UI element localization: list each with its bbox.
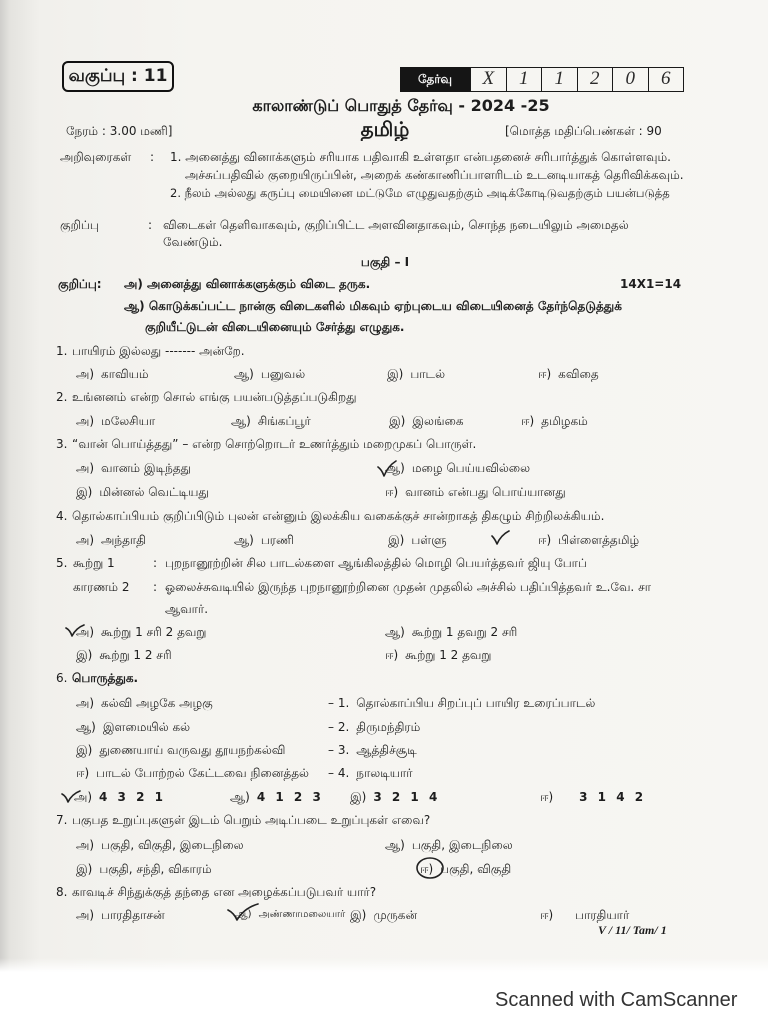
option-text: 3 2 1 4 [373, 790, 441, 804]
option-key: ஈ) [385, 648, 399, 662]
option [420, 860, 685, 878]
option-key: ஆ) [385, 838, 405, 852]
option [76, 646, 376, 664]
option-text: பள்ளு [411, 533, 447, 547]
total-marks: [மொத்த மதிப்பெண்கள் : 90 [505, 124, 662, 138]
register-digit: 6 [661, 68, 671, 89]
statement-separator: : [153, 556, 158, 570]
option-key: ஈ) [540, 908, 554, 922]
option-key: ஈ) [521, 414, 535, 428]
instruction-line: 1. அனைத்து வினாக்களும் சரியாக பதிவாகி உள்ளதா என்பதனைச் சரிபார்த்துக் கொள்ளவும். [170, 150, 671, 164]
part-note-label: குறிப்பு: [58, 277, 102, 291]
match-right-item [328, 741, 688, 759]
match-left-item [76, 718, 326, 736]
question-number: 6. [56, 671, 68, 685]
class-label-box [62, 61, 174, 92]
option [540, 788, 690, 806]
reason-text-continuation: ஆவார். [165, 602, 209, 616]
option [234, 531, 384, 549]
option-key: ஆ) [234, 533, 254, 547]
option-key: ஆ) [235, 909, 252, 920]
match-text: பாடல் போற்றல் கேட்டவை நினைத்தல் [96, 766, 309, 780]
match-left-item [76, 741, 326, 759]
question-number: 8. [56, 885, 68, 899]
exam-label: தேர்வு [400, 67, 470, 92]
exam-time: நேரம் : 3.00 மணி] [66, 124, 173, 138]
option-text: தமிழகம் [541, 414, 588, 428]
question-text: உங்னனம் என்ற சொல் எங்கு பயன்படுத்தப்படுகிறது [72, 390, 357, 404]
option-text: காவியம் [101, 367, 149, 381]
note-label: குறிப்பு [60, 218, 99, 232]
option [76, 459, 376, 477]
option-key: அ) [76, 533, 95, 547]
part-note-line: அ) அனைத்து வினாக்களுக்கும் விடை தருக. [124, 277, 371, 291]
register-digit: X [471, 68, 507, 91]
option [385, 483, 685, 501]
option-text: பாடல் [410, 367, 446, 381]
option-text: பகுதி, விகுதி [440, 862, 512, 876]
option-text: மழை பெய்யவில்லை [411, 461, 531, 475]
page-code: V / 11/ Tam/ 1 [598, 923, 667, 937]
question-text: காவடிச் சிந்துக்குத் தந்தை என அழைக்கப்படுபவர் யார்? [72, 885, 377, 899]
option-text: பகுதி, விகுதி, இடைநிலை [101, 838, 244, 852]
match-text: திருமந்திரம் [356, 720, 421, 734]
option-text: பகுதி, சந்தி, விகாரம் [99, 862, 212, 876]
match-left-item [76, 694, 326, 712]
option-key: ஆ) [385, 461, 405, 475]
question-number: 3. [56, 437, 68, 451]
part-note-line: ஆ) கொடுக்கப்பட்ட நான்கு விடைகளில் மிகவும் ஏற்புடைய விடையினைத் தேர்ந்தெடுத்துக் [124, 299, 622, 313]
option [230, 788, 345, 806]
match-text: தொல்காப்பிய சிறப்புப் பாயிர உரைப்பாடல் [356, 696, 596, 710]
option [76, 623, 376, 641]
note-separator: : [148, 218, 153, 232]
statement-label: கூற்று 1 [73, 556, 115, 570]
option [388, 531, 533, 549]
option [76, 836, 376, 854]
match-right-item [328, 718, 688, 736]
option-key: ஆ) [234, 367, 254, 381]
register-digit: 1 [507, 68, 543, 91]
match-text: கல்வி அழகே அழகு [101, 696, 213, 710]
question-number: 2. [56, 390, 68, 404]
reason-text: ஓலைச்சுவடியில் இருந்த புறநானூற்றினை முதன் முதலில் அச்சில் பதிப்பித்தவர் உ.வே. சா [165, 580, 651, 594]
option [521, 412, 686, 430]
question-number: 4. [56, 509, 68, 523]
option [350, 906, 530, 924]
option-text: கூற்று 1 தவறு 2 சரி [411, 625, 518, 639]
register-number-boxes [470, 67, 684, 92]
option [231, 412, 383, 430]
instruction-line: 2. நீலம் அல்லது கருப்பு மையினை மட்டுமே எழுதுவதற்கும் அடிக்கோடிடுவதற்கும் பயன்படுத்த [170, 186, 670, 200]
option-key: அ) [76, 414, 95, 428]
option [538, 531, 688, 549]
question-number: 5. [56, 556, 68, 570]
option [350, 788, 530, 806]
option-text: 4 3 2 1 [99, 790, 166, 804]
option-key: ஈ) [538, 367, 552, 381]
match-key: அ) [76, 696, 95, 710]
reason-separator: : [153, 580, 158, 594]
option-key: ஆ) [231, 414, 251, 428]
option-key: இ) [388, 533, 405, 547]
option-text: மலேசியா [101, 414, 156, 428]
option-text: அந்தாதி [101, 533, 146, 547]
option-text: பாரதியார் [575, 908, 630, 922]
option-key: ஆ) [385, 625, 405, 639]
option-text: கூற்று 1 2 சரி [99, 648, 172, 662]
option-key: ஈ) [420, 862, 434, 876]
question-text: “வான் பொய்த்தது” – என்ற சொற்றொடர் உணர்த்தும் மறைமுகப் பொருள். [72, 437, 477, 451]
match-text: இளமையில் கல் [102, 720, 191, 734]
option [235, 906, 347, 924]
question-number: 1. [56, 344, 68, 358]
note-line: வேண்டும். [163, 235, 223, 249]
class-label: வகுப்பு : 11 [68, 66, 168, 86]
option-text: 4 1 2 3 [256, 790, 324, 804]
register-digit: 1 [542, 68, 578, 91]
option-text: பிள்ளைத்தமிழ் [558, 533, 640, 547]
match-left-item [76, 764, 326, 782]
option-key: அ) [74, 790, 93, 804]
option-text: பாரதிதாசன் [101, 908, 165, 922]
option-text: கூற்று 1 சரி 2 தவறு [101, 625, 207, 639]
option [76, 906, 226, 924]
match-number: – 2. [328, 720, 350, 734]
option-key: அ) [76, 838, 95, 852]
match-key: ஈ) [76, 766, 90, 780]
match-right-item [328, 694, 688, 712]
part-marks: 14X1=14 [620, 277, 682, 291]
match-right-item [328, 764, 688, 782]
option-text: மின்னல் வெட்டியது [99, 485, 209, 499]
instructions-label: அறிவுரைகள் [60, 150, 132, 164]
option-text: பகுதி, இடைநிலை [411, 838, 513, 852]
note-line: விடைகள் தெளிவாகவும், குறிப்பிட்ட அளவினதாகவும், சொந்த நடையிலும் அமைதல் [163, 218, 629, 232]
option-text: இலங்கை [412, 414, 464, 428]
option [385, 836, 685, 854]
match-number: – 3. [328, 743, 350, 757]
option-key: இ) [76, 862, 93, 876]
option-key: அ) [76, 461, 95, 475]
option-key: இ) [76, 485, 93, 499]
option-key: ஈ) [385, 485, 399, 499]
option [76, 483, 376, 501]
question-text: பாயிரம் இல்லது ------- அன்றே. [72, 344, 245, 358]
register-digit: 0 [613, 68, 649, 91]
match-text: ஆத்திச்சூடி [356, 743, 417, 757]
option [385, 459, 685, 477]
option [387, 365, 532, 383]
option-text: அண்ணாமலையார் [258, 909, 346, 920]
match-text: நாலடியார் [356, 766, 413, 780]
option [76, 531, 226, 549]
question-text: தொல்காப்பியம் குறிப்பிடும் புலன் என்னும் இலக்கிய வகைக்குச் சான்றாகத் திகழும் சிற்றிலக்கியம். [72, 509, 605, 523]
option-text: சிங்கப்பூர் [257, 414, 311, 428]
option [74, 788, 224, 806]
reason-label: காரணம் 2 [73, 580, 130, 594]
match-key: ஆ) [76, 720, 96, 734]
option [538, 365, 688, 383]
option [234, 365, 382, 383]
option [76, 860, 376, 878]
option-key: இ) [350, 908, 367, 922]
match-number: – 4. [328, 766, 350, 780]
option-key: ஈ) [538, 533, 552, 547]
option-key: அ) [76, 625, 95, 639]
match-text: துணையாய் வருவது தூயநற்கல்வி [99, 743, 286, 757]
statement-text: புறநானூற்றின் சில பாடல்களை ஆங்கிலத்தில் மொழி பெயர்த்தவர் ஜியு போப் [165, 556, 587, 570]
option-text: வானம் என்பது பொய்யானது [405, 485, 566, 499]
part-note-line: குறியீட்டுடன் விடையினையும் சேர்த்து எழுதுக. [145, 320, 405, 334]
option [389, 412, 517, 430]
option-key: இ) [350, 790, 367, 804]
option-key: ஆ) [230, 790, 250, 804]
register-digit: 2 [578, 68, 614, 91]
question-text: பொருத்துக. [72, 671, 139, 685]
question-text: பகுபத உறுப்புகளுள் இடம் பெறும் அடிப்படை உறுப்புகள் எவை? [72, 813, 431, 827]
match-number: – 1. [328, 696, 350, 710]
option-text: முருகன் [373, 908, 418, 922]
option [76, 365, 226, 383]
option-text: கூற்று 1 2 தவறு [405, 648, 492, 662]
part-title: பகுதி – I [360, 255, 410, 269]
option-text: வானம் இடிந்தது [101, 461, 192, 475]
option-key: இ) [387, 367, 404, 381]
instructions-separator: : [150, 150, 155, 164]
option-text: கவிதை [558, 367, 599, 381]
option-text: பரணி [260, 533, 294, 547]
option [76, 412, 226, 430]
exam-title: காலாண்டுப் பொதுத் தேர்வு - 2024 -25 [252, 96, 550, 115]
camscanner-watermark: Scanned with CamScanner [495, 989, 738, 1011]
option [385, 646, 685, 664]
option-key: ஈ) [540, 790, 554, 804]
subject-title: தமிழ் [360, 117, 410, 141]
option-key: இ) [76, 648, 93, 662]
option-text: பனுவல் [260, 367, 306, 381]
option-text: 3 1 4 2 [579, 790, 647, 804]
option [385, 623, 685, 641]
question-number: 7. [56, 813, 68, 827]
option-key: இ) [389, 414, 406, 428]
option-key: அ) [76, 367, 95, 381]
option-key: அ) [76, 908, 95, 922]
instruction-line: அச்சுப்பதிவில் குறையிருப்பின், அறைக் கண்காணிப்பாளரிடம் உடனடியாகத் தெரிவிக்கவும். [185, 168, 684, 182]
match-key: இ) [76, 743, 93, 757]
